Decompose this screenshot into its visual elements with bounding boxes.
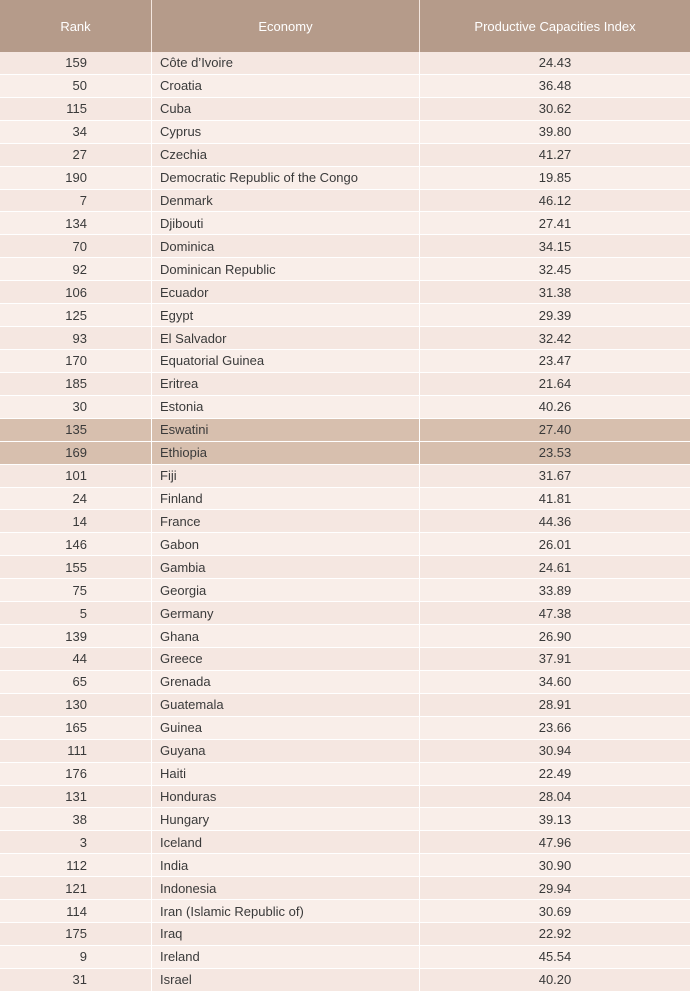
rank-cell: 34 — [0, 121, 152, 143]
rank-cell: 176 — [0, 763, 152, 785]
index-cell: 33.89 — [538, 582, 572, 598]
rank-cell: 106 — [0, 281, 152, 303]
index-cell: 19.85 — [538, 170, 572, 186]
rank-cell: 121 — [0, 877, 152, 899]
table-row — [0, 625, 690, 648]
table-row — [0, 602, 690, 625]
table-row — [0, 740, 690, 763]
rank-cell: 9 — [0, 946, 152, 968]
economy-cell: El Salvador — [152, 327, 420, 349]
index-cell: 30.90 — [538, 857, 572, 873]
table-row — [0, 510, 690, 533]
table-row — [0, 808, 690, 831]
index-cell: 24.61 — [538, 559, 572, 575]
table-row — [0, 167, 690, 190]
economy-cell: Iceland — [152, 831, 420, 853]
table-row — [0, 235, 690, 258]
rank-cell: 101 — [0, 465, 152, 487]
economy-cell: Denmark — [152, 190, 420, 212]
economy-cell: Egypt — [152, 304, 420, 326]
index-cell: 45.54 — [538, 949, 572, 965]
index-cell: 28.91 — [538, 697, 572, 713]
header-rank: Rank — [0, 0, 152, 52]
economy-cell: Ireland — [152, 946, 420, 968]
economy-cell: Dominica — [152, 235, 420, 257]
rank-cell: 14 — [0, 510, 152, 532]
table-row — [0, 533, 690, 556]
index-cell: 22.49 — [538, 766, 572, 782]
economy-cell: Côte d’Ivoire — [152, 52, 420, 74]
rank-cell: 165 — [0, 717, 152, 739]
table-row — [0, 923, 690, 946]
index-cell: 34.60 — [538, 674, 572, 690]
economy-cell: Dominican Republic — [152, 258, 420, 280]
table-row — [0, 212, 690, 235]
table-row — [0, 75, 690, 98]
rank-cell: 190 — [0, 167, 152, 189]
index-cell: 26.90 — [538, 628, 572, 644]
economy-cell: Grenada — [152, 671, 420, 693]
rank-cell: 169 — [0, 442, 152, 464]
economy-cell: Germany — [152, 602, 420, 624]
index-cell: 29.94 — [538, 880, 572, 896]
table-row — [0, 900, 690, 923]
table-row — [0, 350, 690, 373]
rank-cell: 93 — [0, 327, 152, 349]
index-cell: 46.12 — [538, 192, 572, 208]
economy-cell: Greece — [152, 648, 420, 670]
rank-cell: 111 — [0, 740, 152, 762]
economy-cell: Cyprus — [152, 121, 420, 143]
table-header — [0, 0, 690, 52]
rank-cell: 135 — [0, 419, 152, 441]
rank-cell: 3 — [0, 831, 152, 853]
table-row — [0, 579, 690, 602]
economy-cell: Eritrea — [152, 373, 420, 395]
table-row — [0, 98, 690, 121]
index-cell: 21.64 — [538, 376, 572, 392]
economy-cell: Croatia — [152, 75, 420, 97]
economy-cell: France — [152, 510, 420, 532]
index-cell: 29.39 — [538, 307, 572, 323]
rank-cell: 75 — [0, 579, 152, 601]
index-cell: 36.48 — [538, 78, 572, 94]
table-row — [0, 694, 690, 717]
rank-cell: 24 — [0, 488, 152, 510]
table-row — [0, 786, 690, 809]
economy-cell: Guyana — [152, 740, 420, 762]
table-row — [0, 763, 690, 786]
table-row — [0, 442, 690, 465]
rank-cell: 112 — [0, 854, 152, 876]
economy-cell: Ethiopia — [152, 442, 420, 464]
economy-cell: Israel — [152, 969, 420, 991]
rank-cell: 92 — [0, 258, 152, 280]
rank-cell: 139 — [0, 625, 152, 647]
table-row — [0, 144, 690, 167]
economy-cell: Haiti — [152, 763, 420, 785]
economy-cell: Fiji — [152, 465, 420, 487]
table-row — [0, 877, 690, 900]
table-row — [0, 831, 690, 854]
economy-cell: Equatorial Guinea — [152, 350, 420, 372]
rank-cell: 155 — [0, 556, 152, 578]
table-row — [0, 488, 690, 511]
index-cell: 30.94 — [538, 743, 572, 759]
index-cell: 23.47 — [538, 353, 572, 369]
rank-cell: 7 — [0, 190, 152, 212]
economy-cell: Honduras — [152, 786, 420, 808]
table-row — [0, 258, 690, 281]
index-cell: 39.80 — [538, 124, 572, 140]
economy-cell: Gabon — [152, 533, 420, 555]
rank-cell: 131 — [0, 786, 152, 808]
table-row — [0, 946, 690, 969]
table-row — [0, 52, 690, 75]
economy-cell: Czechia — [152, 144, 420, 166]
index-cell: 37.91 — [538, 651, 572, 667]
table-row — [0, 396, 690, 419]
economy-cell: Ghana — [152, 625, 420, 647]
economy-cell: Guatemala — [152, 694, 420, 716]
rank-cell: 31 — [0, 969, 152, 991]
index-cell: 31.38 — [538, 284, 572, 300]
table-row — [0, 648, 690, 671]
rank-cell: 30 — [0, 396, 152, 418]
rank-cell: 159 — [0, 52, 152, 74]
index-cell: 23.66 — [538, 720, 572, 736]
table-row — [0, 556, 690, 579]
index-cell: 32.45 — [538, 261, 572, 277]
economy-cell: Djibouti — [152, 212, 420, 234]
rank-cell: 70 — [0, 235, 152, 257]
economy-cell: Estonia — [152, 396, 420, 418]
index-cell: 23.53 — [538, 445, 572, 461]
table-row — [0, 327, 690, 350]
header-economy: Economy — [152, 0, 420, 52]
index-cell: 22.92 — [538, 926, 572, 942]
table-row — [0, 465, 690, 488]
economy-cell: Democratic Republic of the Congo — [152, 167, 420, 189]
index-cell: 40.26 — [538, 399, 572, 415]
header-index: Productive Capacities Index — [474, 18, 636, 34]
table-row — [0, 190, 690, 213]
rank-cell: 130 — [0, 694, 152, 716]
rank-cell: 44 — [0, 648, 152, 670]
index-cell: 41.27 — [538, 147, 572, 163]
economy-cell: Gambia — [152, 556, 420, 578]
index-cell: 31.67 — [538, 468, 572, 484]
table-row — [0, 671, 690, 694]
rank-cell: 125 — [0, 304, 152, 326]
table-row — [0, 304, 690, 327]
rank-cell: 175 — [0, 923, 152, 945]
table-row — [0, 969, 690, 992]
rank-cell: 65 — [0, 671, 152, 693]
rank-cell: 134 — [0, 212, 152, 234]
economy-cell: Finland — [152, 488, 420, 510]
index-cell: 30.69 — [538, 903, 572, 919]
index-cell: 24.43 — [538, 55, 572, 71]
rank-cell: 27 — [0, 144, 152, 166]
economy-cell: Ecuador — [152, 281, 420, 303]
index-cell: 47.38 — [538, 605, 572, 621]
index-cell: 41.81 — [538, 490, 572, 506]
index-cell: 39.13 — [538, 811, 572, 827]
index-cell: 44.36 — [538, 513, 572, 529]
table-row — [0, 419, 690, 442]
rank-cell: 170 — [0, 350, 152, 372]
table-row — [0, 281, 690, 304]
index-cell: 27.40 — [538, 422, 572, 438]
economy-cell: Iraq — [152, 923, 420, 945]
rank-cell: 115 — [0, 98, 152, 120]
index-cell: 47.96 — [538, 834, 572, 850]
rank-cell: 146 — [0, 533, 152, 555]
economy-cell: Iran (Islamic Republic of) — [152, 900, 420, 922]
table-row — [0, 373, 690, 396]
index-cell: 30.62 — [538, 101, 572, 117]
rank-cell: 185 — [0, 373, 152, 395]
rank-cell: 38 — [0, 808, 152, 830]
economy-cell: Guinea — [152, 717, 420, 739]
economy-cell: Cuba — [152, 98, 420, 120]
rank-cell: 114 — [0, 900, 152, 922]
rank-cell: 5 — [0, 602, 152, 624]
index-cell: 26.01 — [538, 536, 572, 552]
economy-cell: Eswatini — [152, 419, 420, 441]
table-row — [0, 854, 690, 877]
index-cell: 27.41 — [538, 215, 572, 231]
index-cell: 40.20 — [538, 972, 572, 988]
economy-cell: Georgia — [152, 579, 420, 601]
index-cell: 34.15 — [538, 238, 572, 254]
index-cell: 28.04 — [538, 788, 572, 804]
economy-cell: Indonesia — [152, 877, 420, 899]
economy-cell: Hungary — [152, 808, 420, 830]
table-body — [0, 52, 690, 992]
economy-cell: India — [152, 854, 420, 876]
table-row — [0, 717, 690, 740]
index-cell: 32.42 — [538, 330, 572, 346]
rank-cell: 50 — [0, 75, 152, 97]
table-row — [0, 121, 690, 144]
